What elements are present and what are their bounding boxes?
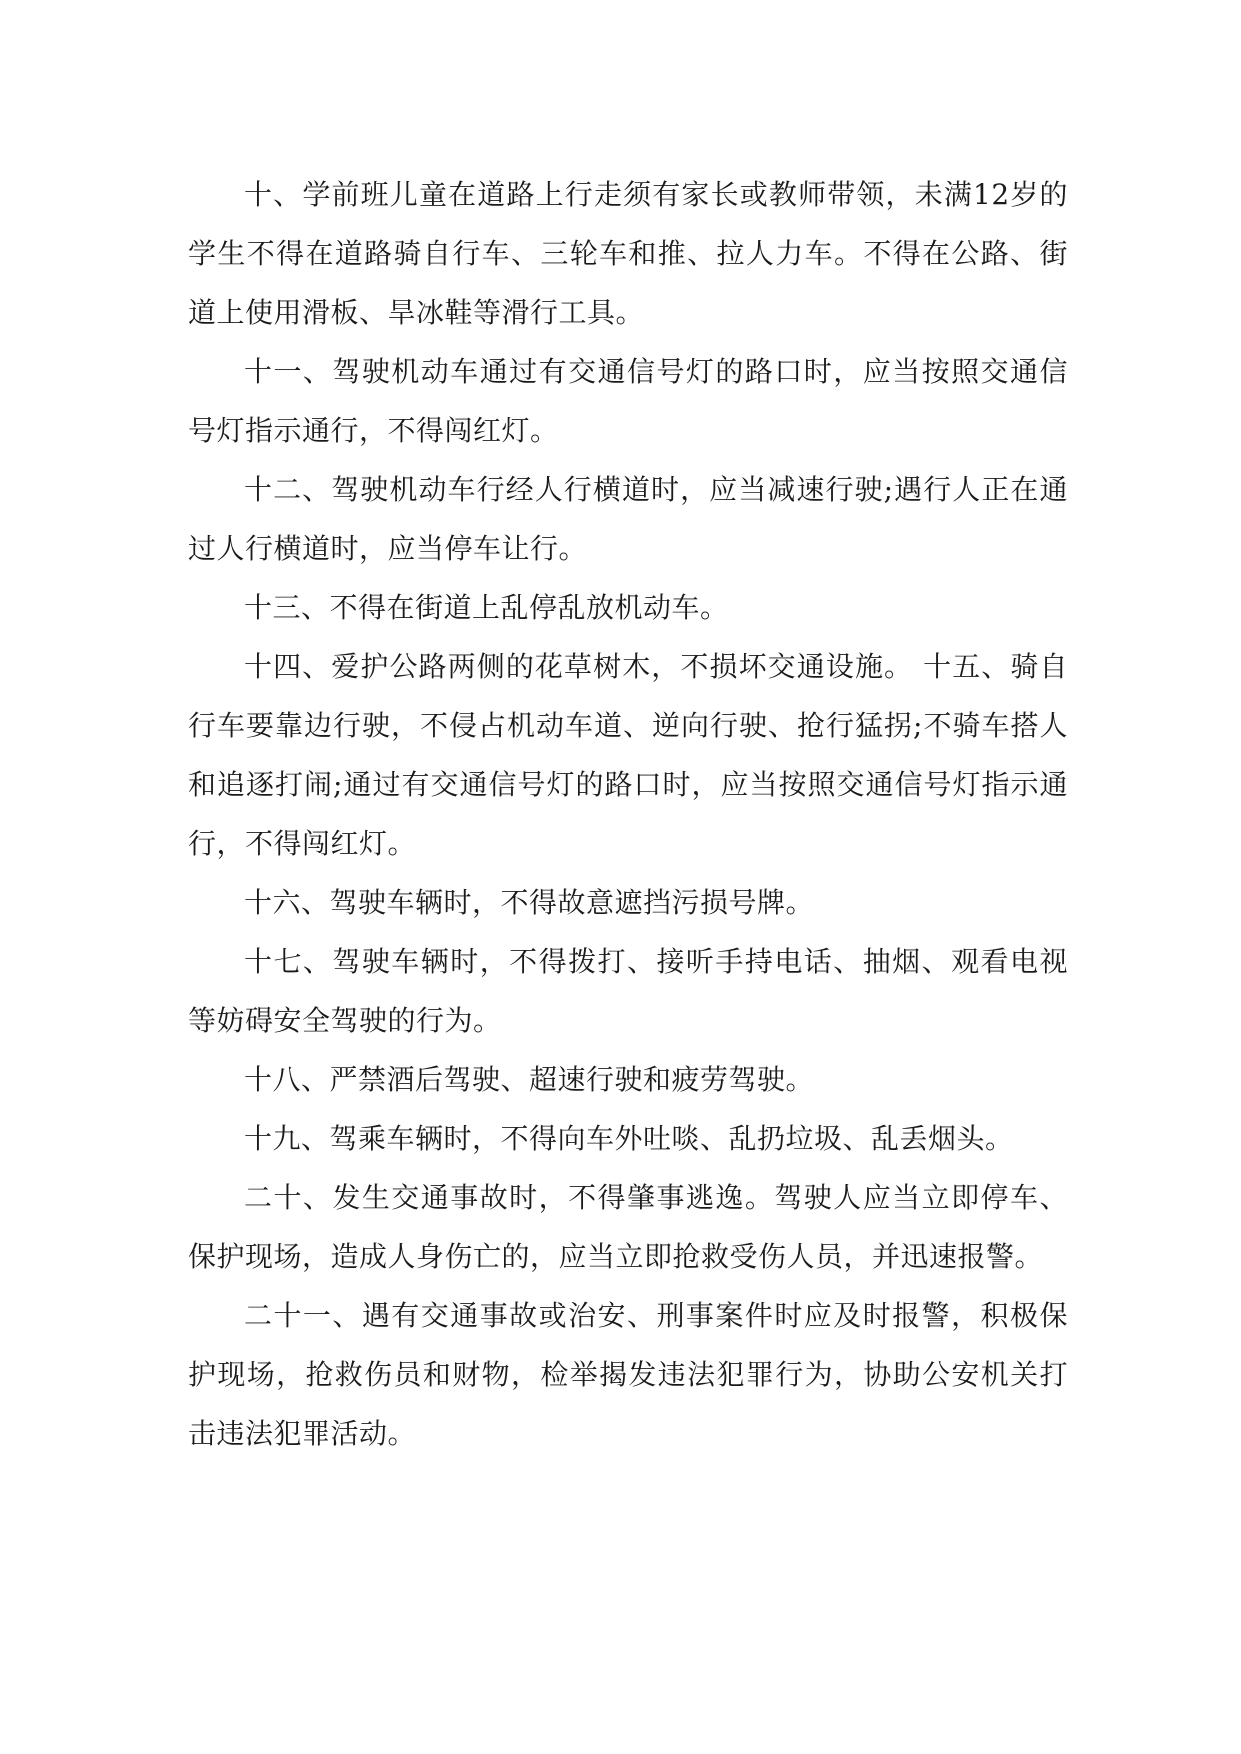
paragraph-rule-19: 十九、驾乘车辆时，不得向车外吐啖、乱扔垃圾、乱丢烟头。 <box>244 1122 1014 1155</box>
paragraph-rule-16: 十六、驾驶车辆时，不得故意遮挡污损号牌。 <box>244 886 815 919</box>
paragraph-rule-13: 十三、不得在街道上乱停乱放机动车。 <box>244 591 729 624</box>
paragraph-rule-17: 十七、驾驶车辆时，不得拨打、接听手持电话、抽烟、观看电视等妨碍安全驾驶的行为。 <box>188 945 1068 1037</box>
paragraph-rule-12: 十二、驾驶机动车行经人行横道时，应当减速行驶;遇行人正在通过人行横道时，应当停车让行。 <box>188 473 1068 565</box>
paragraph-rule-21: 二十一、遇有交通事故或治安、刑事案件时应及时报警，积极保护现场，抢救伤员和财物，检举揭发违法犯罪行为，协助公安机关打击违法犯罪活动。 <box>188 1299 1068 1450</box>
paragraph-rule-18: 十八、严禁酒后驾驶、超速行驶和疲劳驾驶。 <box>244 1063 815 1096</box>
document-page <box>188 165 1068 1463</box>
paragraph-rule-14-15: 十四、爱护公路两侧的花草树木，不损坏交通设施。 十五、骑自行车要靠边行驶，不侵占机动车道、逆向行驶、抢行猛拐;不骑车搭人和追逐打闹;通过有交通信号灯的路口时，应当按照交通信号灯指示通行，不得闯红灯。 <box>188 650 1068 860</box>
paragraph-rule-20: 二十、发生交通事故时，不得肇事逃逸。驾驶人应当立即停车、保护现场，造成人身伤亡的，应当立即抢救受伤人员，并迅速报警。 <box>188 1181 1068 1273</box>
paragraph-rule-10: 十、学前班儿童在道路上行走须有家长或教师带领，未满12岁的学生不得在道路骑自行车、三轮车和推、拉人力车。不得在公路、街道上使用滑板、旱冰鞋等滑行工具。 <box>188 178 1068 329</box>
paragraph-rule-11: 十一、驾驶机动车通过有交通信号灯的路口时，应当按照交通信号灯指示通行，不得闯红灯。 <box>188 355 1068 447</box>
